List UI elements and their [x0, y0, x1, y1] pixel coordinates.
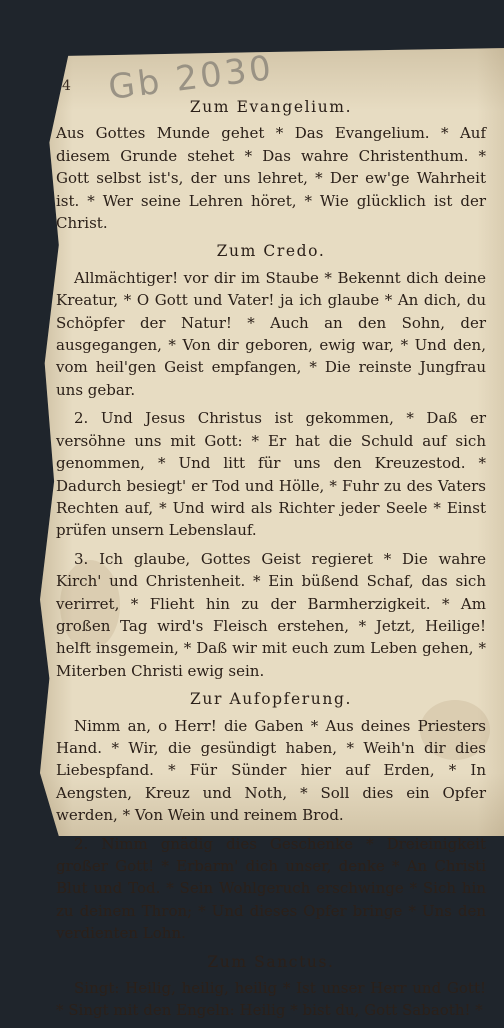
section-credo: [56, 240, 486, 682]
section-aufopferung: [56, 688, 486, 944]
section-heading: Zur Aufopferung.: [190, 690, 352, 709]
verse-paragraph: 2. Und Jesus Christus ist gekommen, * Daß er versöhne uns mit Gott: * Er hat die Schuld auf sich genommen, * Und litt für uns den Kreuzestod. * Dadurch besiegt' er Tod und Hölle, * Fuhr zu des Vaters Rechten auf, * Und wird als Richter jeder Seele * Einst prüfen unsern Lebenslauf.: [56, 409, 486, 540]
pencil-shelfmark: Gb 2030: [106, 48, 277, 108]
section-sanctus: [56, 951, 486, 1022]
hymn-text: [56, 94, 486, 1028]
verse-paragraph: Nimm an, o Herr! die Gaben * Aus deines Priesters Hand. * Wir, die gesündigt haben, * Weih'n dir dies Liebespfand. * Für Sünder hier auf Erden, * In Aengsten, Kreuz und Noth, * Soll dies ein Opfer werden, * Von Wein und reinem Brod.: [56, 716, 486, 825]
verse-paragraph: Singt: Heilig, heilig, heilig * Ist unser Herr und Gott! * Singt mit den Engeln: Heilig * bist du, Gott Sabaoth! *: [56, 979, 486, 1020]
section-heading: Zum Evangelium.: [189, 98, 353, 116]
page-number: 4: [62, 78, 71, 94]
section-heading: Zum Sanctus.: [207, 952, 335, 971]
verse-paragraph: Aus Gottes Munde gehet * Das Evangelium. * Auf diesem Grunde stehet * Das wahre Christenthum. * Gott selbst ist's, der uns lehret, * Der ew'ge Wahrheit ist. * Wer seine Lehren höret, * Wie glücklich ist der Christ.: [56, 124, 486, 233]
verse-paragraph: 3. Ich glaube, Gottes Geist regieret * Die wahre Kirch' und Christenheit. * Ein büßend Schaf, das sich verirret, * Flieht hin zu der Barmherzigkeit. * Am großen Tag wird's Fleisch erstehen, * Jetzt, Heilige! helft insgemein, * Daß wir mit euch zum Leben gehen, * Miterben Christi ewig sein.: [56, 549, 486, 680]
section-heading: Zum Credo.: [216, 242, 326, 261]
verse-paragraph: Allmächtiger! vor dir im Staube * Bekennt dich deine Kreatur, * O Gott und Vater! ja ich glaube * An dich, du Schöpfer der Natur! * Auch an den Sohn, der ausgegangen, * Von dir geboren, ewig war, * Und den, vom heil'gen Geist empfangen, * Die reinste Jungfrau uns gebar.: [56, 268, 486, 399]
section-evangelium: [56, 96, 486, 234]
verse-paragraph: 2. Nimm gnädig dies Geschenke * Dreieinigkeit großer Gott! * Erbarm' dich unser, denke * An Christi Blut und Tod. * Sein Wohlgeruch erschwinge * Sich hin zu deinem Thron; * Und dieses Opfer bringe * Uns den verdienten Lohn.: [56, 834, 486, 943]
